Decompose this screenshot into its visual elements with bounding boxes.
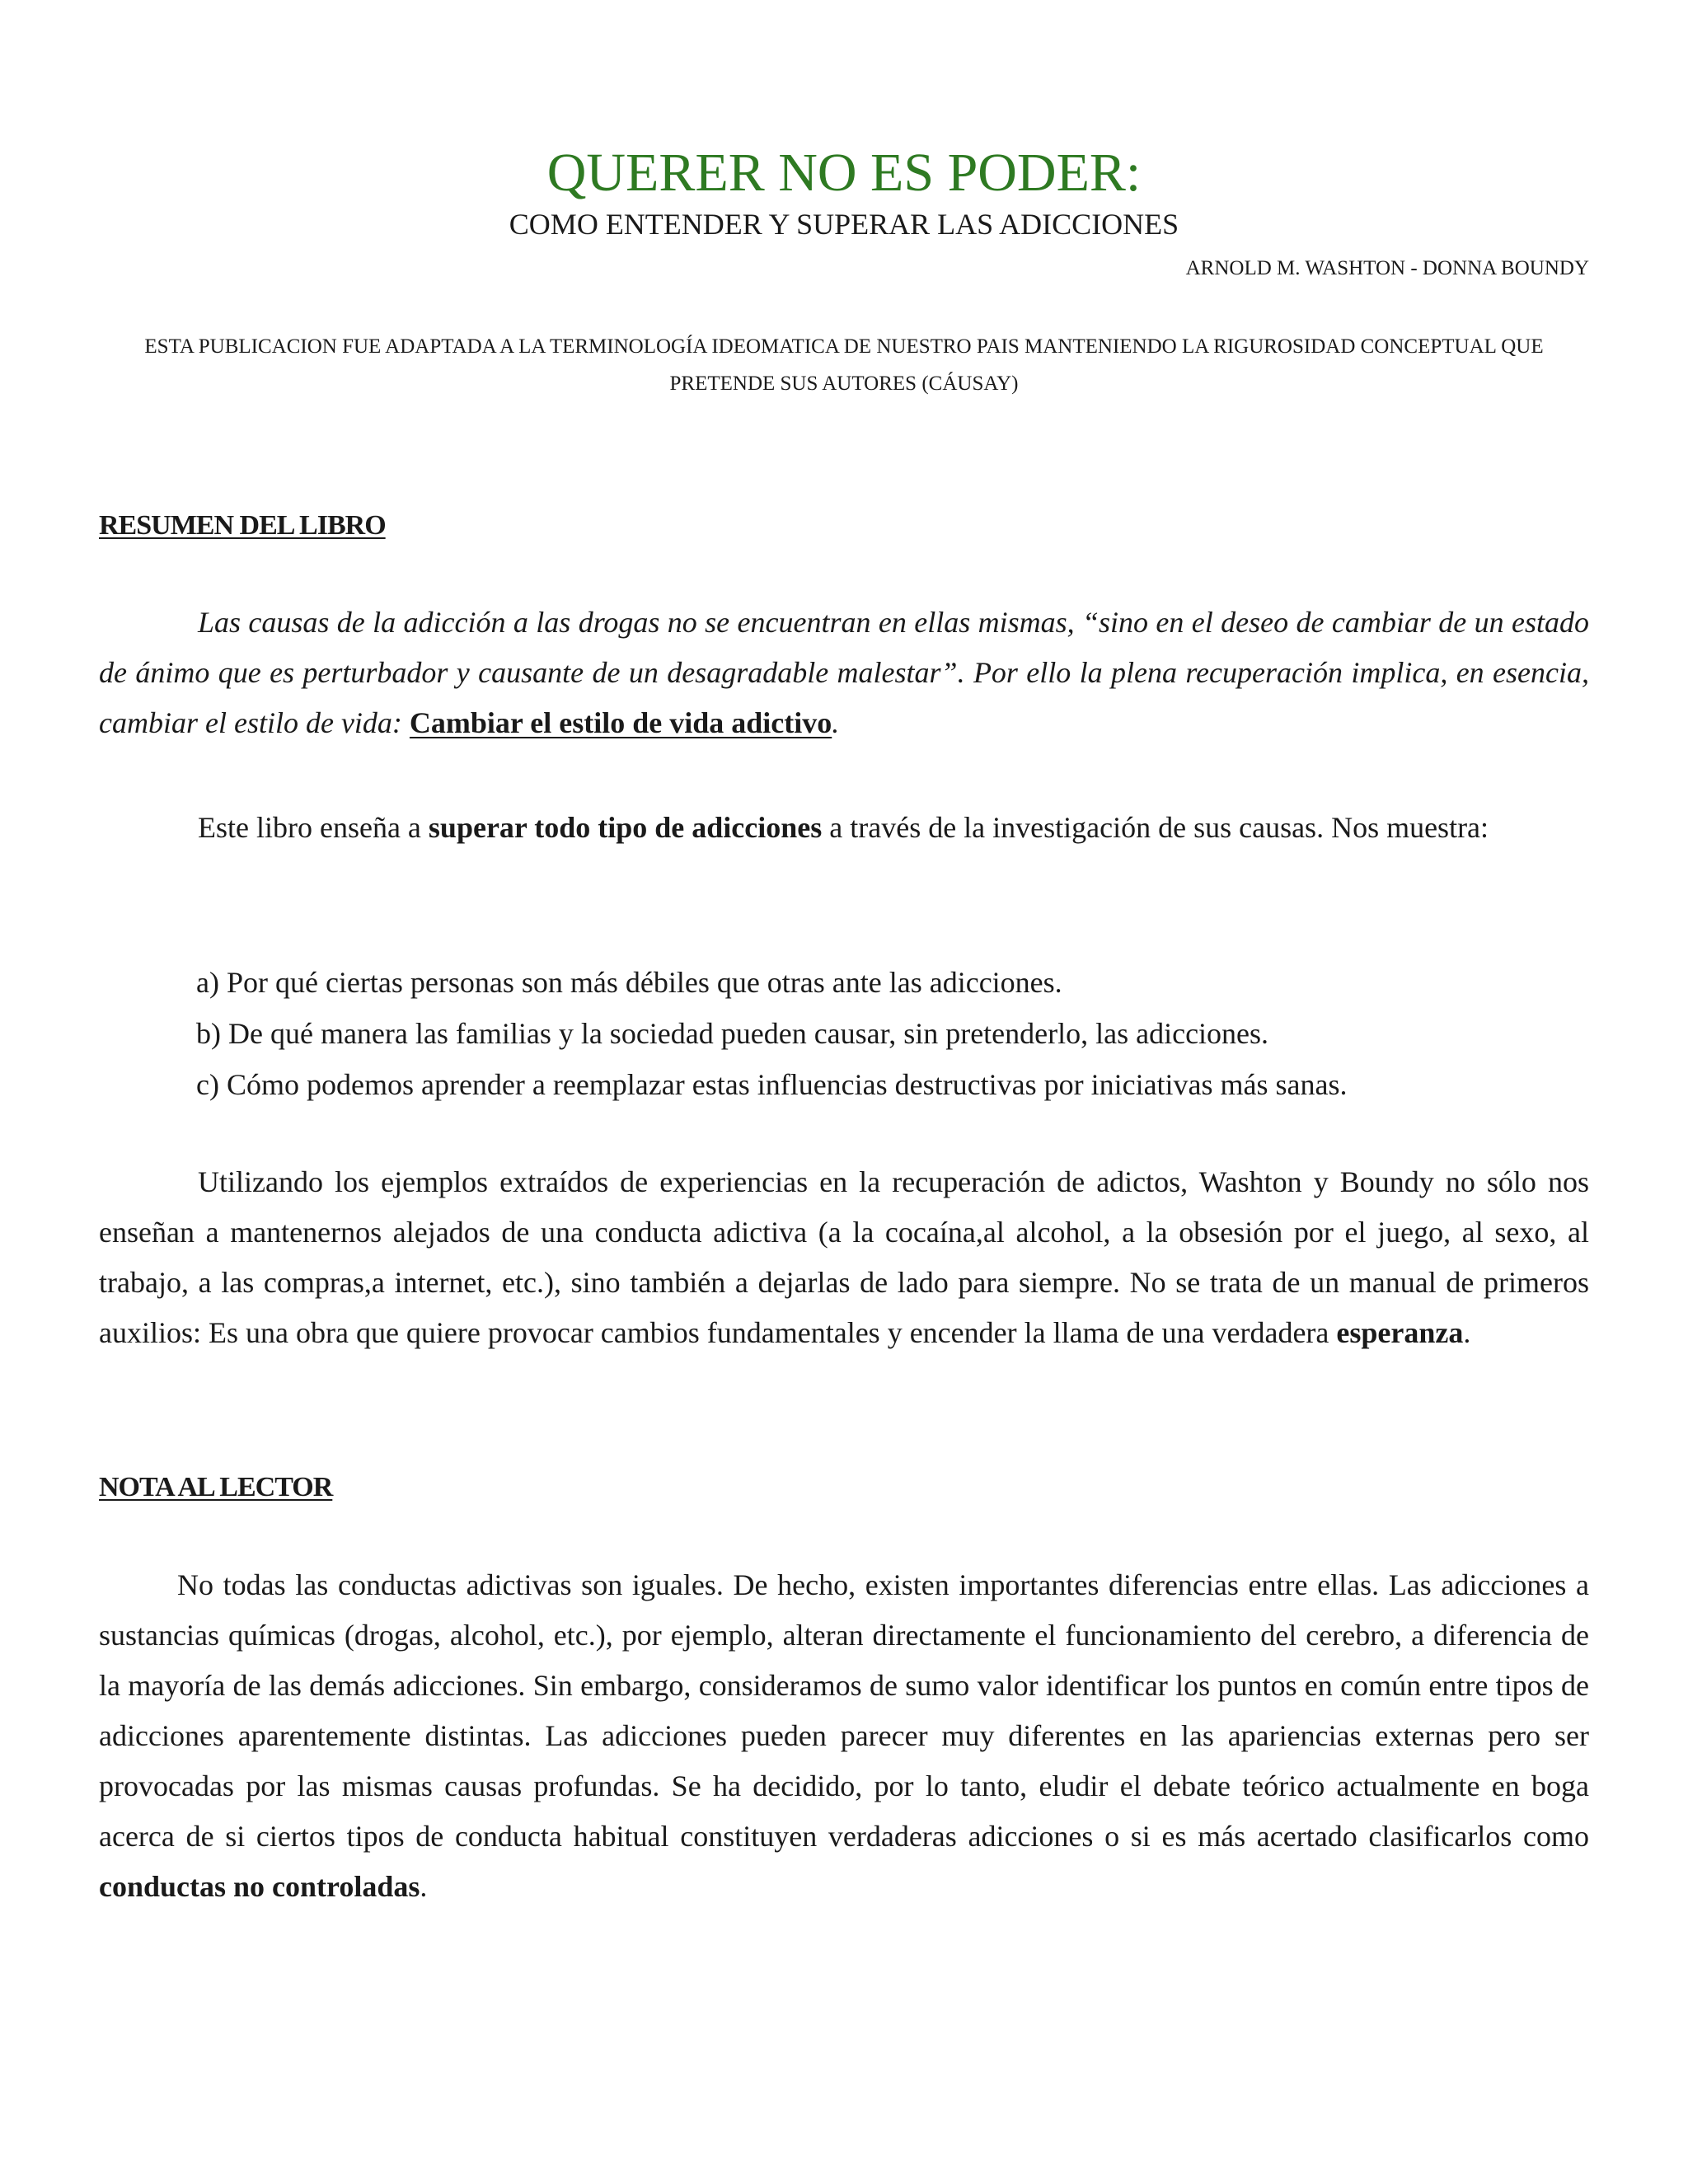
summary-teaches-paragraph xyxy=(99,803,1589,853)
summary-teaches-before: Este libro enseña a xyxy=(198,811,429,844)
summary-heading: RESUMEN DEL LIBRO xyxy=(99,510,386,541)
reader-note-heading: NOTA AL LECTOR xyxy=(99,1472,333,1502)
summary-examples-end: . xyxy=(1463,1316,1471,1349)
summary-intro-emphasis: Cambiar el estilo de vida adictivo xyxy=(409,706,832,739)
list-item: b) De qué manera las familias y la sociedad pueden causar, sin pretenderlo, las adicciones. xyxy=(196,1017,1269,1050)
summary-intro-end: . xyxy=(832,706,840,739)
adaptation-note: ESTA PUBLICACION FUE ADAPTADA A LA TERMINOLOGÍA IDEOMATICA DE NUESTRO PAIS MANTENIENDO LA RIGUROSIDAD CONCEPTUAL QUE PRETENDE SUS AUTORES (CÁUSAY) xyxy=(144,335,1544,395)
document-subtitle: COMO ENTENDER Y SUPERAR LAS ADICCIONES xyxy=(509,208,1179,241)
summary-intro-paragraph xyxy=(99,598,1589,748)
summary-intro-text: Las causas de la adicción a las drogas no se encuentran en ellas mismas, “sino en el deseo de cambiar de un estado de ánimo que es perturbador y causante de un desagradable malestar”. Por ello la plena recuperación implica, en esencia, cambiar el estilo de vida: xyxy=(99,606,1589,739)
document-page xyxy=(99,0,1589,2184)
document-authors: ARNOLD M. WASHTON - DONNA BOUNDY xyxy=(1185,257,1589,279)
reader-note-emphasis: conductas no controladas xyxy=(99,1870,420,1903)
summary-examples-paragraph xyxy=(99,1157,1589,1358)
reader-note-end: . xyxy=(420,1870,428,1903)
list-item: a) Por qué ciertas personas son más débiles que otras ante las adicciones. xyxy=(196,966,1062,999)
document-title: QUERER NO ES PODER: xyxy=(546,143,1142,203)
summary-examples-text: Utilizando los ejemplos extraídos de experiencias en la recuperación de adictos, Washton y Boundy no sólo nos enseñan a mantenernos alejados de una conducta adictiva (a la cocaína,al alcohol, a la obsesión por el juego, al sexo, al trabajo, a las compras,a internet, etc.), sino también a dejarlas de lado para siempre. No se trata de un manual de primeros auxilios: Es una obra que quiere provocar cambios fundamentales y encender la llama de una verdadera xyxy=(99,1165,1589,1349)
summary-teaches-after: a través de la investigación de sus causas. Nos muestra: xyxy=(822,811,1489,844)
summary-list xyxy=(196,957,1348,1110)
list-item: c) Cómo podemos aprender a reemplazar estas influencias destructivas por iniciativas más sanas. xyxy=(196,1068,1348,1101)
reader-note-text: No todas las conductas adictivas son iguales. De hecho, existen importantes diferencias entre ellas. Las adicciones a sustancias químicas (drogas, alcohol, etc.), por ejemplo, alteran directamente el funcionamiento del cerebro, a diferencia de la mayoría de las demás adicciones. Sin embargo, consideramos de sumo valor identificar los puntos en común entre tipos de adicciones aparentemente distintas. Las adicciones pueden parecer muy diferentes en las apariencias externas pero ser provocadas por las mismas causas profundas. Se ha decidido, por lo tanto, eludir el debate teórico actualmente en boga acerca de si ciertos tipos de conducta habitual constituyen verdaderas adicciones o si es más acertado clasificarlos como xyxy=(99,1568,1589,1853)
summary-teaches-emphasis: superar todo tipo de adicciones xyxy=(428,811,823,844)
reader-note-paragraph xyxy=(99,1560,1589,1912)
summary-examples-emphasis: esperanza xyxy=(1336,1316,1464,1349)
